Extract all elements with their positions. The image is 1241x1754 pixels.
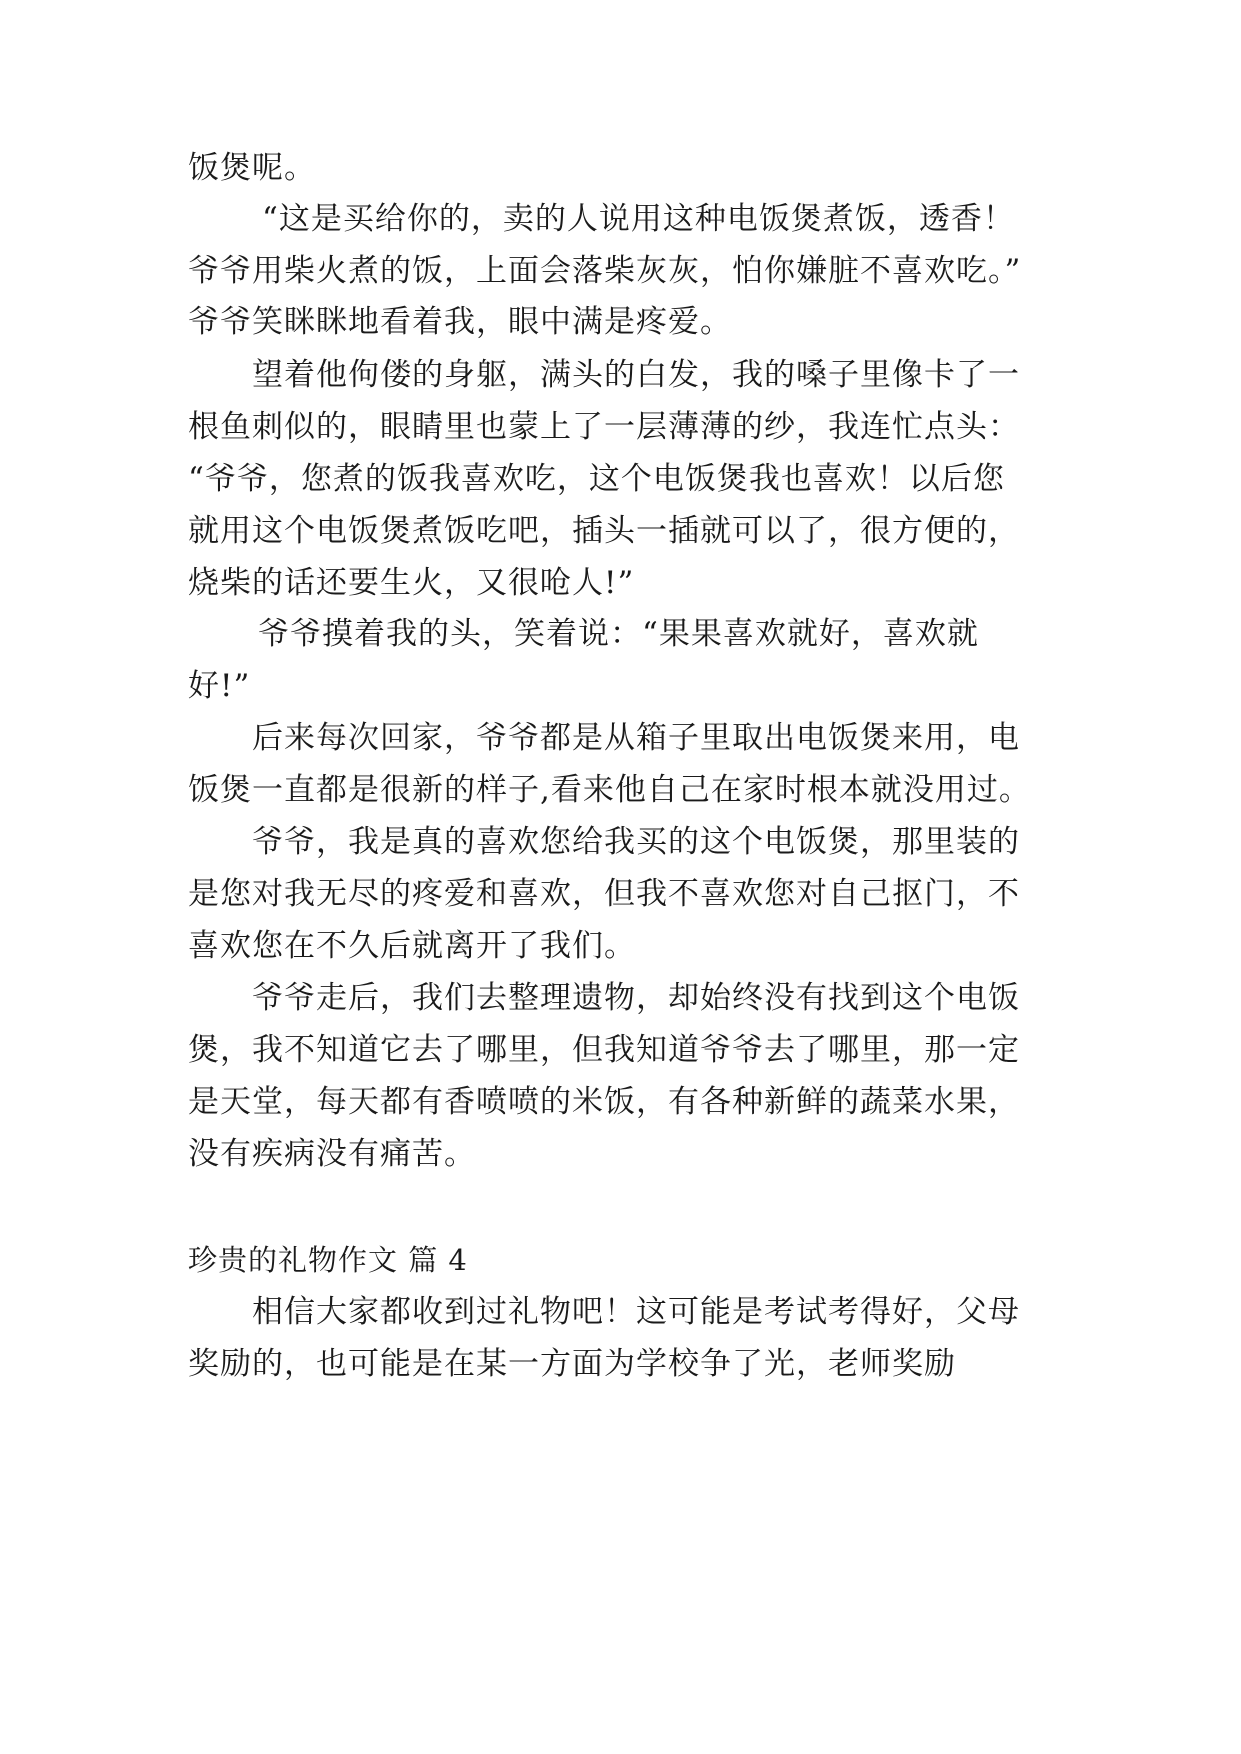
text-line: 喜欢您在不久后就离开了我们。	[188, 928, 636, 964]
text-line: 是您对我无尽的疼爱和喜欢，但我不喜欢您对自己抠门，不	[188, 876, 1020, 912]
text-line: 爷爷笑眯眯地看着我，眼中满是疼爱。	[188, 304, 732, 340]
text-line: 烧柴的话还要生火，又很呛人!”	[188, 565, 635, 601]
text-line: 后来每次回家，爷爷都是从箱子里取出电饭煲来用，电	[252, 720, 1020, 756]
text-line: 爷爷用柴火煮的饭，上面会落柴灰灰，怕你嫌脏不喜欢吃。”	[188, 253, 1022, 289]
text-line: 没有疾病没有痛苦。	[188, 1136, 476, 1172]
text-line: 爷爷，我是真的喜欢您给我买的这个电饭煲，那里装的	[252, 824, 1020, 860]
text-line: 根鱼刺似的，眼睛里也蒙上了一层薄薄的纱，我连忙点头：	[188, 409, 1020, 445]
section-heading: 珍贵的礼物作文 篇 4	[188, 1243, 468, 1277]
text-line: 煲，我不知道它去了哪里，但我知道爷爷去了哪里，那一定	[188, 1032, 1020, 1068]
text-line: 饭煲呢。	[188, 150, 316, 186]
text-line: 奖励的，也可能是在某一方面为学校争了光，老师奖励	[188, 1346, 956, 1382]
text-line: 就用这个电饭煲煮饭吃吧，插头一插就可以了，很方便的，	[188, 513, 1020, 549]
text-line: 饭煲一直都是很新的样子,看来他自己在家时根本就没用过。	[188, 772, 1031, 808]
text-line: “这是买给你的，卖的人说用这种电饭煲煮饭，透香！	[262, 201, 1015, 237]
text-line: 爷爷摸着我的头，笑着说：“果果喜欢就好，喜欢就	[258, 616, 979, 652]
text-line: “爷爷，您煮的饭我喜欢吃，这个电饭煲我也喜欢！以后您	[188, 461, 1005, 497]
text-line: 望着他佝偻的身躯，满头的白发，我的嗓子里像卡了一	[252, 357, 1020, 393]
text-line: 相信大家都收到过礼物吧！这可能是考试考得好，父母	[252, 1294, 1020, 1330]
text-line: 好!”	[188, 668, 251, 704]
text-line: 爷爷走后，我们去整理遗物，却始终没有找到这个电饭	[252, 980, 1020, 1016]
text-line: 是天堂，每天都有香喷喷的米饭，有各种新鲜的蔬菜水果，	[188, 1084, 1020, 1120]
